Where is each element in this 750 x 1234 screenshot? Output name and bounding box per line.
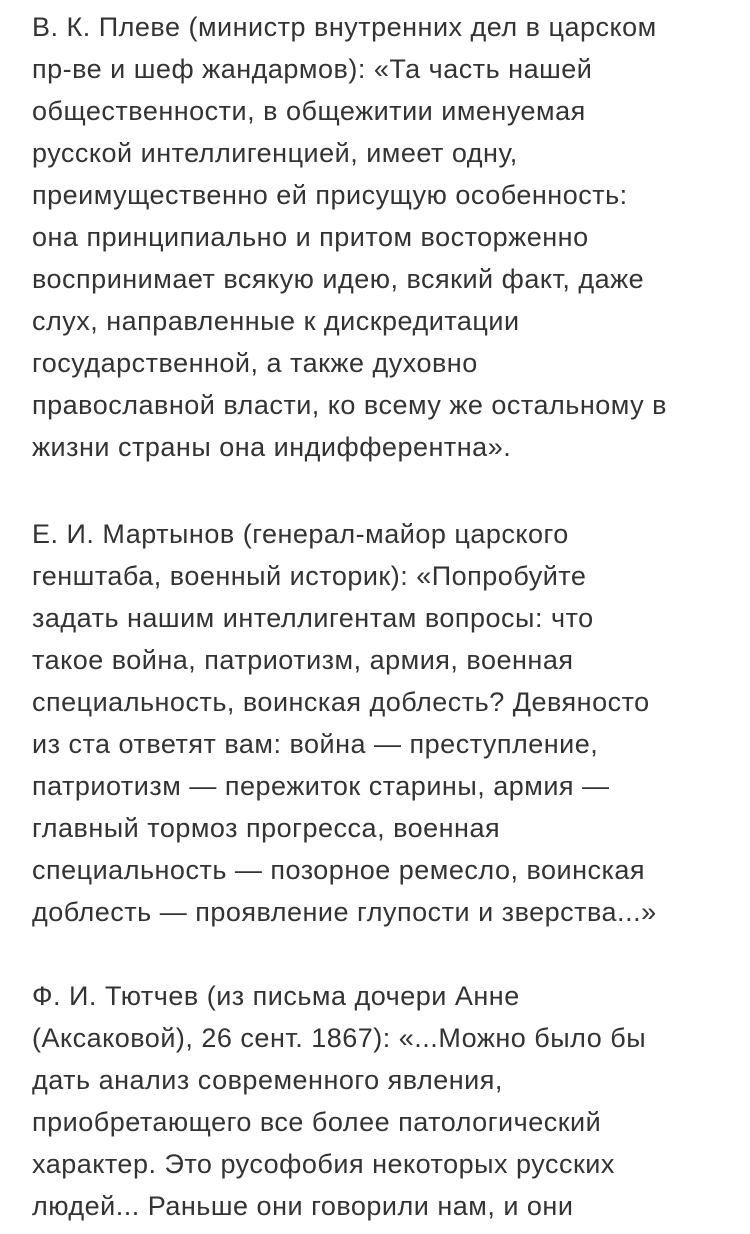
text-line: общественности, в общежитии именуемая — [32, 96, 586, 126]
paragraph-tyutchev-quote — [32, 975, 732, 1227]
text-line: воспринимает всякую идею, всякий факт, даже — [32, 264, 645, 294]
text-line: доблесть — проявление глупости и зверства...» — [32, 897, 657, 927]
text-line: В. К. Плеве (министр внутренних дел в царском — [32, 12, 657, 42]
text-line: государственной, а также духовно — [32, 348, 478, 378]
text-line: она принципиально и притом восторженно — [32, 222, 589, 252]
text-line: слух, направленные к дискредитации — [32, 306, 520, 336]
text-line: специальность — позорное ремесло, воинская — [32, 855, 646, 885]
text-line: задать нашим интеллигентам вопросы: что — [32, 603, 594, 633]
text-line: такое война, патриотизм, армия, военная — [32, 645, 574, 675]
text-line: Е. И. Мартынов (генерал-майор царского — [32, 519, 569, 549]
text-line: из ста ответят вам: война — преступление, — [32, 729, 599, 759]
text-line: людей... Раньше они говорили нам, и они — [32, 1191, 574, 1221]
text-line: православной власти, ко всему же остальному в — [32, 390, 667, 420]
text-line: (Аксаковой), 26 сент. 1867): «...Можно было бы — [32, 1023, 647, 1053]
text-line: дать анализ современного явления, — [32, 1065, 503, 1095]
text-line: генштаба, военный историк): «Попробуйте — [32, 561, 587, 591]
paragraph-martynov-quote — [32, 513, 732, 933]
text-line: преимущественно ей присущую особенность: — [32, 180, 628, 210]
text-line: русской интеллигенцией, имеет одну, — [32, 138, 518, 168]
text-line: главный тормоз прогресса, военная — [32, 813, 501, 843]
paragraph-pleve-quote — [32, 6, 732, 468]
text-line: специальность, воинская доблесть? Девяносто — [32, 687, 650, 717]
text-line: приобретающего все более патологический — [32, 1107, 602, 1137]
text-line: жизни страны она индифферентна». — [32, 432, 512, 462]
text-line: патриотизм — пережиток старины, армия — — [32, 771, 610, 801]
text-line: Ф. И. Тютчев (из письма дочери Анне — [32, 981, 520, 1011]
text-line: характер. Это русофобия некоторых русских — [32, 1149, 615, 1179]
text-line: пр-ве и шеф жандармов): «Та часть нашей — [32, 54, 593, 84]
